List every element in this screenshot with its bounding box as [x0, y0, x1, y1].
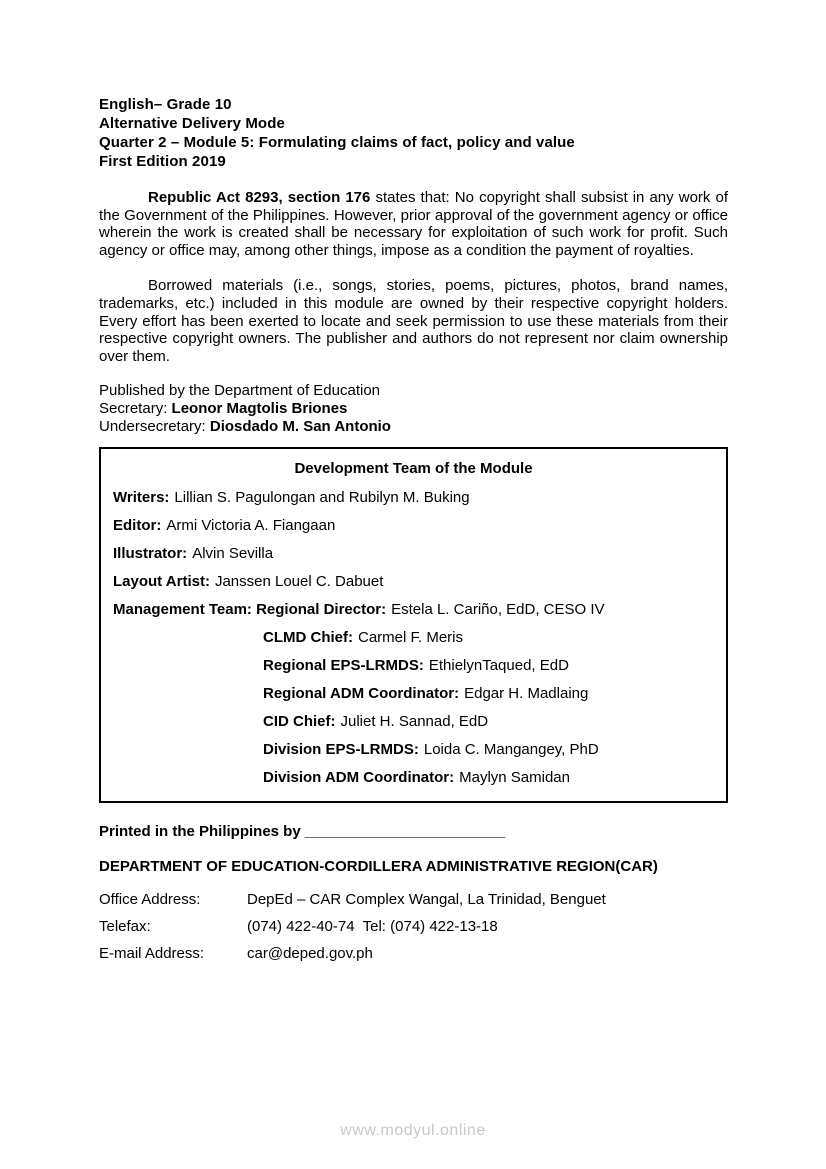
contact-row-email: [99, 940, 728, 967]
contact-label: Office Address:: [99, 891, 201, 909]
contact-value: DepEd – CAR Complex Wangal, La Trinidad, Benguet: [247, 891, 606, 909]
row-value: Lillian S. Pagulongan and Rubilyn M. Buking: [174, 489, 470, 507]
module-header: [99, 0, 728, 171]
row-value: Loida C. Mangangey, PhD: [423, 741, 599, 759]
dev-team-row-management-team: [113, 596, 714, 624]
secretary-label: Secretary:: [99, 400, 172, 418]
publisher-block: [99, 382, 728, 435]
dev-team-row-regional-eps-lrmds: [263, 652, 714, 680]
secretary-line: [99, 400, 728, 418]
row-value: Estela L. Cariño, EdD, CESO IV: [391, 601, 605, 619]
row-value: Maylyn Samidan: [459, 769, 570, 787]
row-value: Carmel F. Meris: [358, 629, 464, 647]
printed-in-philippines-line: [99, 823, 728, 841]
dev-team-row-regional-adm-coordinator: [263, 680, 714, 708]
printed-blank-line: ________________________: [304, 823, 506, 841]
republic-act-lead: Republic Act 8293, section 176: [148, 189, 371, 206]
row-label: CID Chief:: [263, 713, 336, 731]
row-label: Layout Artist:: [113, 573, 210, 591]
site-watermark: www.modyul.online: [340, 1122, 486, 1139]
header-line-module-title: Quarter 2 – Module 5: Formulating claims of fact, policy and value: [99, 134, 575, 151]
row-label: Division ADM Coordinator:: [263, 769, 455, 787]
dev-team-row-illustrator: [113, 540, 714, 568]
undersecretary-name: Diosdado M. San Antonio: [209, 417, 391, 435]
row-value: Janssen Louel C. Dabuet: [214, 573, 384, 591]
secretary-name: Leonor Magtolis Briones: [171, 400, 348, 418]
row-value: Armi Victoria A. Fiangaan: [166, 517, 336, 535]
contact-value: car@deped.gov.ph: [247, 945, 373, 963]
row-value: Alvin Sevilla: [192, 545, 274, 563]
header-line-mode: Alternative Delivery Mode: [99, 115, 285, 132]
contact-label: Telefax:: [99, 918, 151, 936]
row-label: Illustrator:: [113, 545, 188, 563]
row-value: Juliet H. Sannad, EdD: [340, 713, 489, 731]
row-label: CLMD Chief:: [263, 629, 353, 647]
dev-team-row-cid-chief: [263, 708, 714, 736]
row-label: Management Team: Regional Director:: [113, 601, 387, 619]
published-by-line: Published by the Department of Education: [99, 382, 381, 400]
row-label: Editor:: [113, 517, 162, 535]
department-name-line: DEPARTMENT OF EDUCATION-CORDILLERA ADMINISTRATIVE REGION(CAR): [99, 858, 658, 876]
contact-value: (074) 422-40-74 Tel: (074) 422-13-18: [247, 918, 498, 936]
contact-label: E-mail Address:: [99, 945, 205, 963]
dev-team-row-clmd-chief: [263, 624, 714, 652]
contact-info: [99, 886, 728, 967]
copyright-paragraph-1: [99, 189, 728, 259]
copyright-paragraph-2: Borrowed materials (i.e., songs, stories, poems, pictures, photos, brand names, trademarks, etc.) included in this module are owned by their respective copyright holders. Every effort has been exerted to locate and seek permission to use these materials from their respective copyright owners. The publisher and authors do not represent nor claim ownership over them.: [99, 277, 728, 365]
undersecretary-label: Undersecretary:: [99, 417, 210, 435]
dev-team-row-layout-artist: [113, 568, 714, 596]
republic-act-body: states that: No copyright shall subsist in any work of the Government of the Philippines. However, prior approval of the government agency or office wherein the work is created shall be necessary for exploitation of such work for profit. Such agency or office may, among other things, impose as a condition the payment of royalties.: [99, 189, 728, 259]
page-content: [99, 0, 728, 967]
row-label: Regional EPS-LRMDS:: [263, 657, 424, 675]
header-line-edition: First Edition 2019: [99, 153, 226, 170]
printed-label: Printed in the Philippines by: [99, 823, 305, 841]
dev-team-row-division-eps-lrmds: [263, 736, 714, 764]
row-value: EthielynTaqued, EdD: [428, 657, 569, 675]
dev-team-row-writers: [113, 484, 714, 512]
row-label: Regional ADM Coordinator:: [263, 685, 460, 703]
contact-row-telefax: [99, 913, 728, 940]
dev-team-row-division-adm-coordinator: [263, 764, 714, 792]
row-label: Division EPS-LRMDS:: [263, 741, 419, 759]
row-value: Edgar H. Madlaing: [464, 685, 589, 703]
contact-row-office-address: [99, 886, 728, 913]
development-team-title: Development Team of the Module: [294, 460, 533, 478]
row-label: Writers:: [113, 489, 170, 507]
header-line-subject: English– Grade 10: [99, 96, 232, 113]
development-team-box: [99, 447, 728, 803]
dev-team-row-editor: [113, 512, 714, 540]
undersecretary-line: [99, 418, 728, 436]
